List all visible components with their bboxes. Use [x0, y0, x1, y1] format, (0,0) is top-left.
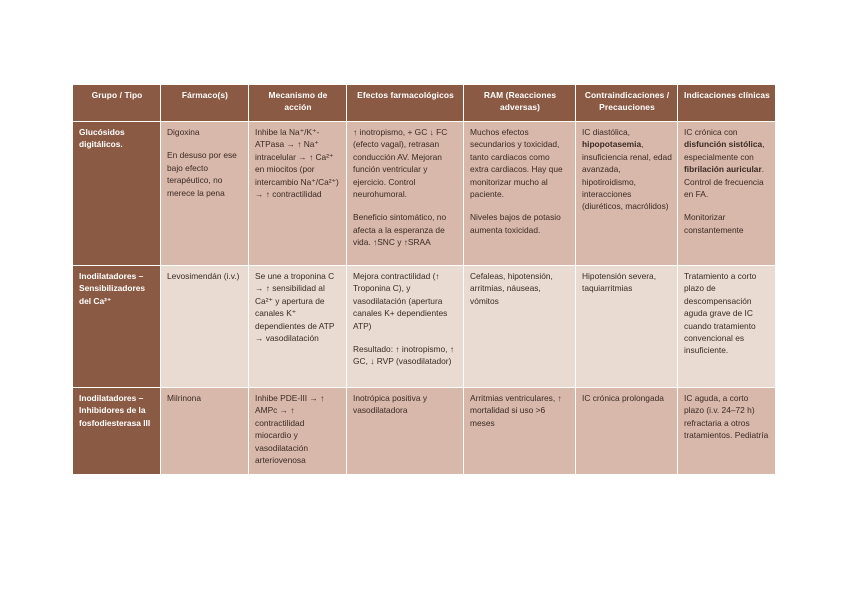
drug-note: En desuso por ese bajo efecto terapéutico, no merece la pena [167, 150, 237, 198]
header-indications: Indicaciones clínicas [678, 85, 775, 121]
ind-text: . Control de frecuencia en FA. [684, 164, 765, 200]
effects-paragraph: Resultado: ↑ inotropismo, ↑ GC, ↓ RVP (vasodilatador) [353, 344, 455, 367]
contra-bold: hipopotasemia [582, 139, 642, 150]
header-mechanism: Mecanismo de acción [249, 85, 346, 121]
ram-paragraph: Muchos efectos secundarios y toxicidad, tanto cardiacos como extra cardiacos. Hay que monitorizar mucho al paciente. [470, 127, 563, 200]
effects-paragraph: Mejora contractilidad (↑ Troponina C), y vasodilatación (apertura canales K+ dependientes ATP) [353, 271, 448, 331]
table-row [73, 388, 775, 474]
effects-paragraph: Beneficio sintomático, no afecta a la esperanza de vida. ↑SNC y ↑SRAA [353, 212, 447, 248]
drug-cell [161, 122, 248, 265]
indications-cell [678, 122, 775, 265]
effects-paragraph: ↑ inotropismo, + GC ↓ FC (efecto vagal), retrasan conducción AV. Mejoran función ventricular y ejercicio. Control neurohumoral. [353, 127, 448, 200]
header-group: Grupo / Tipo [73, 85, 160, 121]
contraindications-cell: IC crónica prolongada [576, 388, 677, 474]
contraindications-cell [576, 122, 677, 265]
indications-paragraph [684, 126, 770, 200]
table-header-row [73, 85, 775, 121]
effects-cell [347, 266, 463, 387]
ram-cell [464, 122, 575, 265]
header-contraindications: Contraindicaciones / Precauciones [576, 85, 677, 121]
contra-text: IC diastólica, [582, 127, 630, 137]
contra-text: , insuficiencia renal, edad avanzada, hipotiroidismo, interacciones (diuréticos, macrólidos) [582, 139, 672, 212]
drug-cell: Milrinona [161, 388, 248, 474]
ind-text: , especialmente con [684, 139, 765, 162]
indications-cell: IC aguda, a corto plazo (i.v. 24–72 h) refractaria a otros tratamientos. Pediatría [678, 388, 775, 474]
header-effects: Efectos farmacológicos [347, 85, 463, 121]
header-drug: Fármaco(s) [161, 85, 248, 121]
mechanism-cell: Se une a troponina C → ↑ sensibilidad al Ca²⁺ y apertura de canales K⁺ dependientes de ATP → vasodilatación [249, 266, 346, 387]
ram-cell: Cefaleas, hipotensión, arritmias, náuseas, vómitos [464, 266, 575, 387]
group-cell: Glucósidos digitálicos. [73, 122, 160, 265]
effects-cell: Inotrópica positiva y vasodilatadora [347, 388, 463, 474]
effects-cell [347, 122, 463, 265]
indications-cell: Tratamiento a corto plazo de descompensación aguda grave de IC cuando tratamiento convencional es insuficiente. [678, 266, 775, 387]
ind-text: IC crónica con [684, 127, 738, 137]
mechanism-cell: Inhibe la Na⁺/K⁺-ATPasa → ↑ Na⁺ intracelular → ↑ Ca²⁺ en miocitos (por intercambio Na⁺/Ca²⁺) → ↑ contractilidad [249, 122, 346, 265]
ram-cell: Arritmias ventriculares, ↑ mortalidad si uso >6 meses [464, 388, 575, 474]
header-ram: RAM (Reacciones adversas) [464, 85, 575, 121]
group-cell: Inodilatadores – Inhibidores de la fosfodiesterasa III [73, 388, 160, 474]
group-cell: Inodilatadores – Sensibilizadores del Ca²⁺ [73, 266, 160, 387]
drug-name: Digoxina [167, 127, 200, 137]
ind-bold: disfunción sistólica [684, 139, 763, 150]
contraindications-cell: Hipotensión severa, taquiarritmias [576, 266, 677, 387]
drug-cell: Levosimendán (i.v.) [161, 266, 248, 387]
ram-paragraph: Niveles bajos de potasio aumenta toxicidad. [470, 212, 561, 235]
table-row [73, 122, 775, 265]
indications-paragraph: Monitorizar constantemente [684, 212, 744, 235]
ind-bold: fibrilación auricular [684, 164, 762, 175]
pharmacology-table [72, 84, 776, 475]
mechanism-cell: Inhibe PDE-III → ↑ AMPc → ↑ contractilidad miocardio y vasodilatación arteriovenosa [249, 388, 346, 474]
table-row [73, 266, 775, 387]
